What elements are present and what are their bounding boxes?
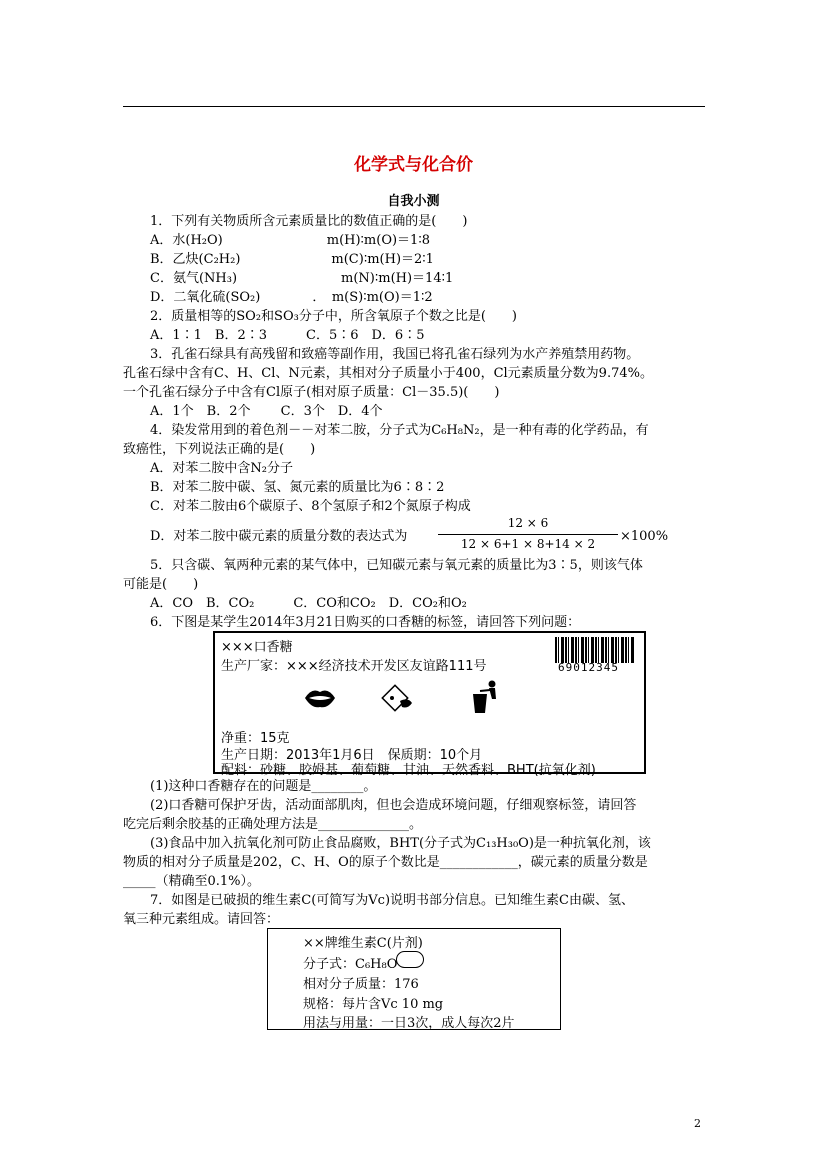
gum-label <box>213 631 646 778</box>
q2-options: A．1∶1 B．2∶3 C．5∶6 D．6∶5 <box>150 328 425 343</box>
page-number: 2 <box>694 1117 701 1130</box>
header-rule <box>123 106 705 107</box>
q6-sub-1: (1)这种口香糖存在的问题是________。 <box>150 779 377 794</box>
q2-stem: 2．质量相等的SO₂和SO₃分子中，所含氧原子个数之比是( ) <box>150 309 517 324</box>
q6-sub-3-line-1: (3)食品中加入抗氧化剂可防止食品腐败，BHT(分子式为C₁₃H₃₀O)是一种抗氧化剂，该 <box>150 836 651 851</box>
vitamin-c-label <box>267 928 561 1030</box>
barcode-icon <box>555 637 635 663</box>
vitamin-molar-mass: 相对分子质量：176 <box>303 977 419 992</box>
q3-line-2: 孔雀石绿中含有C、H、Cl、N元素，其相对分子质量小于400，Cl元素质量分数为9.74%。 <box>123 366 653 381</box>
section-subtitle: 自我小测 <box>387 194 440 209</box>
q5-line-2: 可能是( ) <box>123 577 199 592</box>
lips-icon <box>303 685 337 711</box>
q3-line-1: 3．孔雀石绿具有高残留和致癌等副作用，我国已将孔雀石绿列为水产养殖禁用药物。 <box>150 347 640 362</box>
gum-dates: 生产日期：2013年1月6日 保质期：10个月 <box>221 748 483 763</box>
vitamin-formula: 分子式：C₆H₈O <box>303 957 398 972</box>
q4-option-b: B．对苯二胺中碳、氢、氮元素的质量比为6∶8∶2 <box>150 480 445 495</box>
fraction-denominator: 12 × 6+1 × 8+14 × 2 <box>460 537 596 551</box>
page-title: 化学式与化合价 <box>354 155 473 175</box>
vitamin-spec: 规格：每片含Vc 10 mg <box>303 997 444 1012</box>
q3-options: A．1个 B．2个 C．3个 D．4个 <box>150 404 383 419</box>
gum-maker: 生产厂家：×××经济技术开发区友谊路111号 <box>221 659 487 674</box>
litter-bin-icon <box>468 679 502 715</box>
fraction-suffix: ×100% <box>620 529 669 544</box>
torn-cloud-icon <box>396 951 424 968</box>
fraction-numerator: 12 × 6 <box>507 516 549 530</box>
q4-option-a: A．对苯二胺中含N₂分子 <box>150 461 293 476</box>
q1-option-d: D．二氧化硫(SO₂) ． m(S)∶m(O)＝1∶2 <box>150 290 433 305</box>
q1-stem: 1．下列有关物质所含元素质量比的数值正确的是( ) <box>150 214 468 229</box>
barcode-number: 69012345 <box>558 661 619 674</box>
q3-line-3: 一个孔雀石绿分子中含有Cl原子(相对原子质量：Cl－35.5)( ) <box>123 385 500 400</box>
gum-weight: 净重：15克 <box>221 731 290 746</box>
mass-fraction-expression <box>438 516 618 553</box>
q1-option-c: C．氨气(NH₃) m(N)∶m(H)＝14∶1 <box>150 271 454 286</box>
vitamin-name: ××牌维生素C(片剂) <box>303 936 423 951</box>
q1-option-b: B．乙炔(C₂H₂) m(C)∶m(H)＝2∶1 <box>150 252 434 267</box>
q5-line-1: 5．只含碳、氧两种元素的某气体中，已知碳元素与氧元素的质量比为3∶5，则该气体 <box>150 558 643 573</box>
q4-line-2: 致癌性，下列说法正确的是( ) <box>123 442 316 457</box>
q6-stem: 6．下图是某学生2014年3月21日购买的口香糖的标签，请回答下列问题： <box>150 615 581 630</box>
q4-option-c: C．对苯二胺由6个碳原子、8个氢原子和2个氮原子构成 <box>150 499 471 514</box>
q4-line-1: 4．染发常用到的着色剂－－对苯二胺，分子式为C₆H₈N₂，是一种有毒的化学药品，有 <box>150 423 649 438</box>
q6-sub-3-line-3: _____（精确至0.1%）。 <box>123 874 261 889</box>
q7-line-2: 氧三种元素组成。请回答： <box>123 912 280 927</box>
vitamin-usage: 用法与用量：一日3次，成人每次2片 <box>303 1016 515 1031</box>
q6-sub-2-line-1: (2)口香糖可保护牙齿，活动面部肌肉，但也会造成环境问题，仔细观察标签，请回答 <box>150 798 637 813</box>
chewing-gum-icon <box>378 683 418 717</box>
q1-option-a: A．水(H₂O) m(H)∶m(O)＝1∶8 <box>150 233 430 248</box>
q4-option-d: D．对苯二胺中碳元素的质量分数的表达式为 <box>150 529 408 544</box>
q6-sub-3-line-2: 物质的相对分子质量是202，C、H、O的原子个数比是____________，碳元素的质量分数是 <box>123 855 648 870</box>
gum-ingredients: 配料：砂糖、胶姆基、葡萄糖、甘油、天然香料、BHT(抗氧化剂) <box>221 763 596 778</box>
fraction-bar <box>438 534 618 535</box>
gum-name: ×××口香糖 <box>221 640 293 655</box>
q5-options: A．CO B．CO₂ C．CO和CO₂ D．CO₂和O₂ <box>150 596 467 611</box>
q6-sub-2-line-2: 吃完后剩余胶基的正确处理方法是______________。 <box>123 817 423 832</box>
q7-line-1: 7．如图是已破损的维生素C(可简写为Vc)说明书部分信息。已知维生素C由碳、氢、 <box>150 893 634 908</box>
